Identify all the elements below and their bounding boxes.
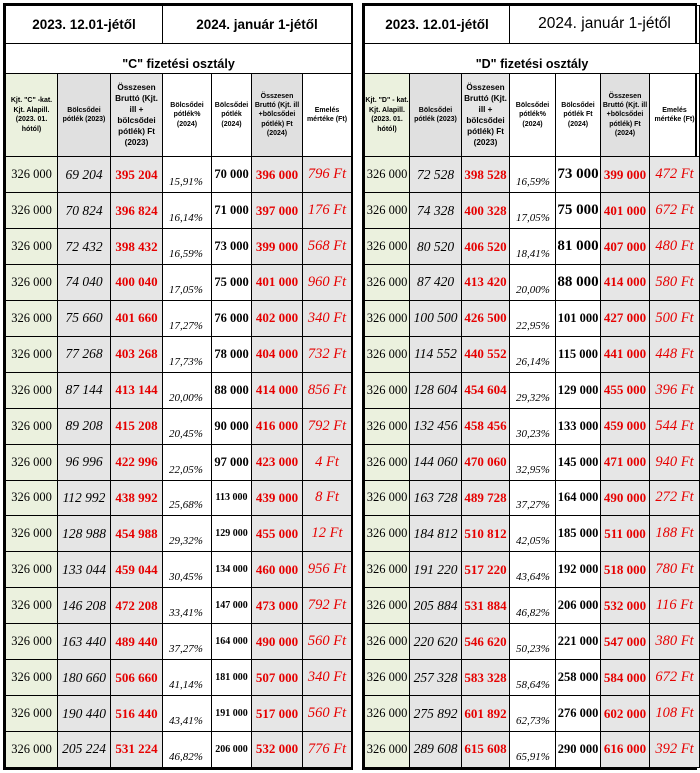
table-row [6,696,352,732]
total-2024-cell: 507 000 [252,660,303,696]
allowance-2024-cell: 147 000 [212,588,252,624]
increase-cell: 776 Ft [303,731,352,767]
base-salary-cell: 326 000 [6,372,58,408]
table-row [6,516,352,552]
class-title: "D" fizetési osztály [365,43,700,73]
base-salary-cell: 326 000 [6,624,58,660]
allowance-2024-cell: 70 000 [212,157,252,193]
header-increase: Emelés mértéke (Ft) [303,74,352,157]
increase-cell: 580 Ft [650,265,700,301]
allowance-2024-cell: 88 000 [212,372,252,408]
allowance-2024-cell: 206 000 [556,588,601,624]
base-salary-cell: 326 000 [6,588,58,624]
table-row [365,480,700,516]
total-2024-cell: 532 000 [601,588,650,624]
allowance-2024-cell: 290 000 [556,731,601,767]
header-allowance-2023: Bölcsődei pótlék (2023) [58,74,111,157]
base-salary-cell: 326 000 [365,372,410,408]
header-total-2024: Összesen Bruttó (Kjt. ill +bölcsődei pótlék) Ft (2024) [601,74,650,157]
total-2024-cell: 441 000 [601,336,650,372]
allowance-2024-cell: 129 000 [212,516,252,552]
increase-cell: 448 Ft [650,336,700,372]
allowance-pct-2024-cell: 41,14% [163,660,212,696]
header-increase: Emelés mértéke (Ft) [650,74,700,157]
total-2023-cell: 403 268 [111,336,163,372]
total-2023-cell: 398 432 [111,229,163,265]
base-salary-cell: 326 000 [365,696,410,732]
table-row [365,336,700,372]
increase-cell: 392 Ft [650,731,700,767]
allowance-2023-cell: 133 044 [58,552,111,588]
allowance-2024-cell: 73 000 [212,229,252,265]
total-2024-cell: 459 000 [601,408,650,444]
allowance-pct-2024-cell: 17,27% [163,300,212,336]
table-row [6,265,352,301]
total-2023-cell: 454 988 [111,516,163,552]
d-class-salary-table [362,3,697,770]
total-2024-cell: 404 000 [252,336,303,372]
table-row [365,731,700,767]
allowance-2024-cell: 276 000 [556,696,601,732]
base-salary-cell: 326 000 [365,731,410,767]
increase-cell: 4 Ft [303,444,352,480]
allowance-2024-cell: 88 000 [556,265,601,301]
allowance-pct-2024-cell: 58,64% [510,660,556,696]
allowance-pct-2024-cell: 22,05% [163,444,212,480]
total-2024-cell: 455 000 [252,516,303,552]
allowance-2023-cell: 163 728 [410,480,462,516]
base-salary-cell: 326 000 [6,229,58,265]
total-2023-cell: 489 728 [462,480,510,516]
allowance-2024-cell: 78 000 [212,336,252,372]
header-base-salary: Kjt. "D" - kat. Kjt. Alapill. (2023. 01. hótól) [365,74,410,157]
increase-cell: 480 Ft [650,229,700,265]
allowance-pct-2024-cell: 16,14% [163,193,212,229]
total-2024-cell: 407 000 [601,229,650,265]
table-row [6,731,352,767]
total-2024-cell: 399 000 [252,229,303,265]
allowance-pct-2024-cell: 20,45% [163,408,212,444]
total-2023-cell: 438 992 [111,480,163,516]
increase-cell: 108 Ft [650,696,700,732]
allowance-2024-cell: 206 000 [212,731,252,767]
total-2023-cell: 531 884 [462,588,510,624]
total-2024-cell: 517 000 [252,696,303,732]
total-2023-cell: 459 044 [111,552,163,588]
allowance-2024-cell: 181 000 [212,660,252,696]
increase-cell: 340 Ft [303,300,352,336]
base-salary-cell: 326 000 [6,516,58,552]
table-row [6,624,352,660]
allowance-2023-cell: 70 824 [58,193,111,229]
allowance-2024-cell: 185 000 [556,516,601,552]
increase-cell: 12 Ft [303,516,352,552]
total-2024-cell: 399 000 [601,157,650,193]
total-2023-cell: 413 420 [462,265,510,301]
allowance-pct-2024-cell: 46,82% [510,588,556,624]
total-2024-cell: 439 000 [252,480,303,516]
increase-cell: 780 Ft [650,552,700,588]
table-row [6,660,352,696]
total-2023-cell: 396 824 [111,193,163,229]
allowance-2023-cell: 89 208 [58,408,111,444]
table-row [6,300,352,336]
allowance-2023-cell: 275 892 [410,696,462,732]
table-row [365,229,700,265]
allowance-2024-cell: 133 000 [556,408,601,444]
increase-cell: 732 Ft [303,336,352,372]
increase-cell: 796 Ft [303,157,352,193]
allowance-2023-cell: 75 660 [58,300,111,336]
increase-cell: 500 Ft [650,300,700,336]
allowance-2024-cell: 258 000 [556,660,601,696]
total-2024-cell: 455 000 [601,372,650,408]
allowance-2023-cell: 100 500 [410,300,462,336]
total-2023-cell: 489 440 [111,624,163,660]
allowance-2024-cell: 76 000 [212,300,252,336]
total-2024-cell: 490 000 [601,480,650,516]
allowance-2024-cell: 71 000 [212,193,252,229]
total-2024-cell: 414 000 [252,372,303,408]
allowance-pct-2024-cell: 32,95% [510,444,556,480]
allowance-2024-cell: 75 000 [556,193,601,229]
base-salary-cell: 326 000 [365,408,410,444]
table-row [6,552,352,588]
total-2023-cell: 531 224 [111,731,163,767]
base-salary-cell: 326 000 [365,300,410,336]
allowance-pct-2024-cell: 50,23% [510,624,556,660]
allowance-2023-cell: 205 884 [410,588,462,624]
allowance-pct-2024-cell: 17,05% [163,265,212,301]
base-salary-cell: 326 000 [365,660,410,696]
increase-cell: 792 Ft [303,408,352,444]
table-row [6,588,352,624]
total-2023-cell: 413 144 [111,372,163,408]
allowance-2024-cell: 191 000 [212,696,252,732]
allowance-pct-2024-cell: 17,73% [163,336,212,372]
base-salary-cell: 326 000 [6,696,58,732]
allowance-2023-cell: 72 528 [410,157,462,193]
total-2023-cell: 546 620 [462,624,510,660]
allowance-2023-cell: 184 812 [410,516,462,552]
table-row [365,372,700,408]
allowance-pct-2024-cell: 30,45% [163,552,212,588]
increase-cell: 544 Ft [650,408,700,444]
allowance-2024-cell: 221 000 [556,624,601,660]
base-salary-cell: 326 000 [365,336,410,372]
period-2024-label: 2024. január 1-jétől [163,6,352,44]
allowance-2023-cell: 112 992 [58,480,111,516]
allowance-2024-cell: 73 000 [556,157,601,193]
total-2023-cell: 395 204 [111,157,163,193]
base-salary-cell: 326 000 [6,444,58,480]
allowance-2024-cell: 145 000 [556,444,601,480]
increase-cell: 380 Ft [650,624,700,660]
total-2024-cell: 473 000 [252,588,303,624]
allowance-pct-2024-cell: 33,41% [163,588,212,624]
allowance-pct-2024-cell: 37,27% [510,480,556,516]
allowance-2023-cell: 72 432 [58,229,111,265]
base-salary-cell: 326 000 [6,193,58,229]
total-2023-cell: 426 500 [462,300,510,336]
table-row [6,157,352,193]
allowance-2023-cell: 190 440 [58,696,111,732]
total-2024-cell: 584 000 [601,660,650,696]
total-2023-cell: 454 604 [462,372,510,408]
base-salary-cell: 326 000 [365,193,410,229]
c-class-salary-table [3,3,353,770]
total-2023-cell: 510 812 [462,516,510,552]
allowance-2024-cell: 164 000 [556,480,601,516]
base-salary-cell: 326 000 [365,229,410,265]
allowance-pct-2024-cell: 43,64% [510,552,556,588]
table-row [365,444,700,480]
allowance-pct-2024-cell: 46,82% [163,731,212,767]
allowance-pct-2024-cell: 16,59% [163,229,212,265]
increase-cell: 396 Ft [650,372,700,408]
table-row [6,408,352,444]
allowance-2023-cell: 146 208 [58,588,111,624]
increase-cell: 956 Ft [303,552,352,588]
total-2023-cell: 601 892 [462,696,510,732]
allowance-pct-2024-cell: 20,00% [510,265,556,301]
total-2024-cell: 397 000 [252,193,303,229]
base-salary-cell: 326 000 [365,624,410,660]
d-table [364,5,700,768]
allowance-2023-cell: 80 520 [410,229,462,265]
increase-cell: 792 Ft [303,588,352,624]
allowance-pct-2024-cell: 22,95% [510,300,556,336]
base-salary-cell: 326 000 [6,157,58,193]
allowance-2024-cell: 192 000 [556,552,601,588]
increase-cell: 272 Ft [650,480,700,516]
total-2024-cell: 416 000 [252,408,303,444]
allowance-2023-cell: 180 660 [58,660,111,696]
total-2024-cell: 402 000 [252,300,303,336]
allowance-pct-2024-cell: 43,41% [163,696,212,732]
period-2024-label: 2024. január 1-jétől [510,6,700,44]
base-salary-cell: 326 000 [365,516,410,552]
increase-cell: 560 Ft [303,696,352,732]
table-row [365,300,700,336]
total-2023-cell: 615 608 [462,731,510,767]
allowance-2023-cell: 132 456 [410,408,462,444]
total-2023-cell: 458 456 [462,408,510,444]
table-row [6,480,352,516]
allowance-2024-cell: 90 000 [212,408,252,444]
allowance-2024-cell: 129 000 [556,372,601,408]
allowance-2024-cell: 113 000 [212,480,252,516]
allowance-2023-cell: 74 328 [410,193,462,229]
header-allowance-pct-2024: Bölcsődei pótlék% (2024) [510,74,556,157]
base-salary-cell: 326 000 [6,480,58,516]
allowance-2023-cell: 144 060 [410,444,462,480]
total-2024-cell: 511 000 [601,516,650,552]
table-row [6,193,352,229]
total-2024-cell: 490 000 [252,624,303,660]
increase-cell: 568 Ft [303,229,352,265]
allowance-pct-2024-cell: 17,05% [510,193,556,229]
base-salary-cell: 326 000 [365,588,410,624]
increase-cell: 188 Ft [650,516,700,552]
table-row [365,660,700,696]
allowance-pct-2024-cell: 20,00% [163,372,212,408]
table-row [365,516,700,552]
base-salary-cell: 326 000 [6,300,58,336]
increase-cell: 340 Ft [303,660,352,696]
increase-cell: 856 Ft [303,372,352,408]
allowance-2023-cell: 289 608 [410,731,462,767]
allowance-pct-2024-cell: 37,27% [163,624,212,660]
allowance-2024-cell: 97 000 [212,444,252,480]
base-salary-cell: 326 000 [6,552,58,588]
increase-cell: 560 Ft [303,624,352,660]
total-2024-cell: 396 000 [252,157,303,193]
total-2024-cell: 518 000 [601,552,650,588]
header-allowance-2024: Bölcsődei pótlék Ft (2024) [556,74,601,157]
total-2023-cell: 470 060 [462,444,510,480]
table-row [365,696,700,732]
allowance-pct-2024-cell: 29,32% [510,372,556,408]
allowance-pct-2024-cell: 30,23% [510,408,556,444]
table-row [6,372,352,408]
allowance-2023-cell: 87 144 [58,372,111,408]
base-salary-cell: 326 000 [6,336,58,372]
total-2024-cell: 471 000 [601,444,650,480]
allowance-2023-cell: 114 552 [410,336,462,372]
total-2023-cell: 400 040 [111,265,163,301]
allowance-2024-cell: 101 000 [556,300,601,336]
total-2024-cell: 460 000 [252,552,303,588]
table-row [365,588,700,624]
allowance-2024-cell: 75 000 [212,265,252,301]
total-2023-cell: 506 660 [111,660,163,696]
increase-cell: 116 Ft [650,588,700,624]
total-2023-cell: 440 552 [462,336,510,372]
allowance-2023-cell: 220 620 [410,624,462,660]
increase-cell: 176 Ft [303,193,352,229]
total-2023-cell: 517 220 [462,552,510,588]
increase-cell: 940 Ft [650,444,700,480]
total-2024-cell: 414 000 [601,265,650,301]
header-allowance-2023: Bölcsődei pótlék (2023) [410,74,462,157]
allowance-pct-2024-cell: 65,91% [510,731,556,767]
base-salary-cell: 326 000 [365,552,410,588]
total-2024-cell: 423 000 [252,444,303,480]
table-row [365,552,700,588]
header-allowance-2024: Bölcsődei pótlék (2024) [212,74,252,157]
total-2023-cell: 422 996 [111,444,163,480]
allowance-2024-cell: 164 000 [212,624,252,660]
allowance-2023-cell: 77 268 [58,336,111,372]
allowance-2023-cell: 191 220 [410,552,462,588]
increase-cell: 672 Ft [650,193,700,229]
base-salary-cell: 326 000 [6,731,58,767]
table-row [365,193,700,229]
allowance-2023-cell: 128 604 [410,372,462,408]
table-row [365,157,700,193]
base-salary-cell: 326 000 [365,157,410,193]
increase-cell: 8 Ft [303,480,352,516]
increase-cell: 672 Ft [650,660,700,696]
total-2023-cell: 516 440 [111,696,163,732]
base-salary-cell: 326 000 [365,444,410,480]
base-salary-cell: 326 000 [365,265,410,301]
allowance-2024-cell: 115 000 [556,336,601,372]
table-row [6,444,352,480]
total-2024-cell: 532 000 [252,731,303,767]
allowance-2023-cell: 87 420 [410,265,462,301]
allowance-2023-cell: 69 204 [58,157,111,193]
total-2024-cell: 602 000 [601,696,650,732]
total-2023-cell: 398 528 [462,157,510,193]
increase-cell: 472 Ft [650,157,700,193]
allowance-2024-cell: 134 000 [212,552,252,588]
header-allowance-pct-2024: Bölcsődei pótlék% (2024) [163,74,212,157]
header-total-2023: Összesen Bruttó (Kjt. ill + bölcsődei pótlék) Ft (2023) [111,74,163,157]
allowance-2023-cell: 74 040 [58,265,111,301]
allowance-2023-cell: 163 440 [58,624,111,660]
allowance-pct-2024-cell: 25,68% [163,480,212,516]
allowance-pct-2024-cell: 26,14% [510,336,556,372]
base-salary-cell: 326 000 [6,660,58,696]
base-salary-cell: 326 000 [6,265,58,301]
allowance-pct-2024-cell: 42,05% [510,516,556,552]
allowance-2024-cell: 81 000 [556,229,601,265]
period-2023-label: 2023. 12.01-jétől [6,6,163,44]
allowance-pct-2024-cell: 62,73% [510,696,556,732]
c-table [5,5,352,768]
table-row [365,408,700,444]
total-2023-cell: 415 208 [111,408,163,444]
period-2023-label: 2023. 12.01-jétől [365,6,510,44]
header-total-2023: Összesen Bruttó (Kjt. ill + bölcsődei pótlék) Ft (2023) [462,74,510,157]
allowance-pct-2024-cell: 18,41% [510,229,556,265]
allowance-2023-cell: 205 224 [58,731,111,767]
allowance-2023-cell: 257 328 [410,660,462,696]
total-2024-cell: 616 000 [601,731,650,767]
allowance-pct-2024-cell: 29,32% [163,516,212,552]
header-base-salary: Kjt. "C" -kat. Kjt. Alapill. (2023. 01. hótól) [6,74,58,157]
base-salary-cell: 326 000 [365,480,410,516]
total-2023-cell: 583 328 [462,660,510,696]
total-2024-cell: 401 000 [252,265,303,301]
class-title: "C" fizetési osztály [6,43,352,73]
table-row [6,229,352,265]
table-row [6,336,352,372]
allowance-2023-cell: 128 988 [58,516,111,552]
header-total-2024: Összesen Bruttó (Kjt. ill +bölcsődei pótlék) Ft (2024) [252,74,303,157]
total-2023-cell: 472 208 [111,588,163,624]
total-2024-cell: 427 000 [601,300,650,336]
increase-cell: 960 Ft [303,265,352,301]
total-2023-cell: 400 328 [462,193,510,229]
table-row [365,265,700,301]
allowance-pct-2024-cell: 16,59% [510,157,556,193]
total-2023-cell: 401 660 [111,300,163,336]
total-2023-cell: 406 520 [462,229,510,265]
allowance-2023-cell: 96 996 [58,444,111,480]
table-row [365,624,700,660]
total-2024-cell: 547 000 [601,624,650,660]
base-salary-cell: 326 000 [6,408,58,444]
allowance-pct-2024-cell: 15,91% [163,157,212,193]
total-2024-cell: 401 000 [601,193,650,229]
